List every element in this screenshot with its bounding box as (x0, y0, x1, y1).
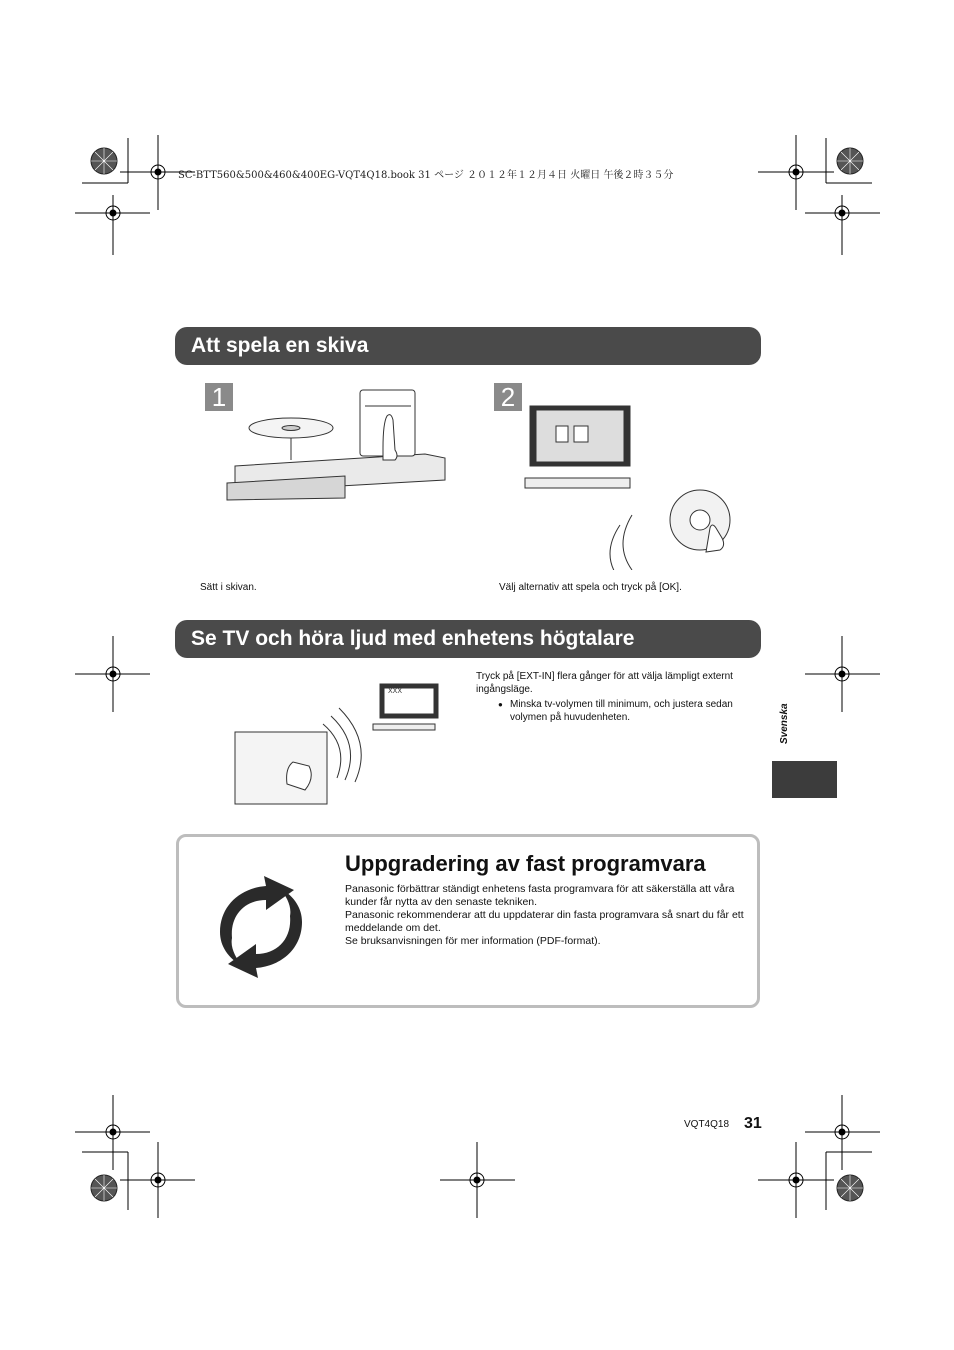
step-1-number: 1 (205, 383, 233, 411)
remote-ext-in-illustration (225, 680, 440, 805)
language-label: Svenska (779, 703, 790, 744)
tv-screen-label: XXX (388, 688, 403, 695)
language-label-container (775, 692, 795, 752)
update-cycle-icon (210, 866, 315, 988)
ext-in-instruction: Tryck på [EXT-IN] flera gånger för att välja lämpligt externt ingångsläge. (476, 671, 733, 695)
ext-in-bullet: ● Minska tv-volymen till minimum, och justera sedan volymen på huvudenheten. (476, 698, 740, 724)
firmware-paragraph-1: Panasonic förbättrar ständigt enhetens fasta programvara för att säkerställa att våra kunder får nytta av den senaste tekniken. (345, 883, 735, 908)
language-tab (772, 761, 837, 798)
firmware-text (345, 883, 745, 948)
section-title-tv-audio: Se TV och höra ljud med enhetens högtalare (175, 620, 761, 658)
firmware-paragraph-2: Panasonic rekommenderar att du uppdaterar din fasta programvara så snart du får ett meddelande om det. (345, 909, 744, 934)
firmware-paragraph-3: Se bruksanvisningen för mer information (PDF-format). (345, 935, 601, 947)
step-2-caption: Välj alternativ att spela och tryck på [OK]. (499, 582, 682, 593)
tv-menu-illustration (520, 400, 760, 570)
insert-disc-illustration (225, 388, 450, 508)
section-title-play-disc: Att spela en skiva (175, 327, 761, 365)
firmware-title: Uppgradering av fast programvara (345, 851, 706, 876)
page-number: 31 (744, 1115, 762, 1132)
step-1-caption: Sätt i skivan. (200, 582, 257, 593)
step-2-number: 2 (494, 383, 522, 411)
file-header-line: SC-BTT560&500&460&400EG-VQT4Q18.book 31 ページ ２０１２年１２月４日 火曜日 午後２時３５分 (178, 170, 674, 181)
document-code: VQT4Q18 (684, 1119, 730, 1130)
